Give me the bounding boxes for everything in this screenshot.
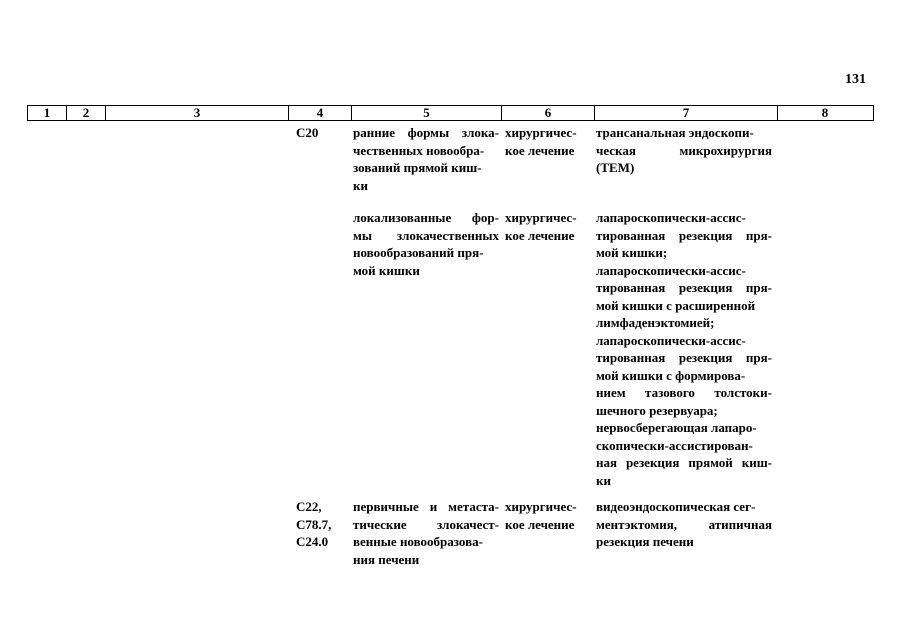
method-line: тированная резекция пря- [596, 350, 772, 365]
disease-line: тические злокачест- [353, 516, 499, 532]
disease-line: локализованные фор- [353, 210, 499, 225]
row-2-disease [353, 209, 499, 279]
treatment-line: хирургичес- [505, 499, 577, 514]
treatment-line: кое лечение [505, 227, 575, 243]
table-header-row [27, 105, 874, 121]
code-line: C78.7, [296, 516, 332, 532]
method-line: лапароскопически-ассис- [596, 262, 746, 278]
column-number-7: 7 [594, 106, 777, 120]
method-line: лапароскопически-ассис- [596, 332, 746, 348]
row-3-treatment [505, 498, 593, 533]
row-2-treatment [505, 209, 593, 244]
code-line: C24.0 [296, 534, 329, 549]
column-number-8: 8 [777, 106, 872, 120]
method-line: мой кишки; [596, 245, 668, 260]
method-line: тированная резекция пря- [596, 227, 772, 243]
disease-line: ния печени [353, 551, 420, 567]
row-1-treatment [505, 124, 593, 159]
method-line: тированная резекция пря- [596, 280, 772, 295]
row-1-code [296, 124, 346, 142]
disease-line: мой кишки [353, 262, 420, 278]
row-1-disease [353, 124, 499, 194]
disease-line: ки [353, 177, 368, 193]
row-3-code [296, 498, 351, 551]
disease-line: ранние формы злока- [353, 125, 499, 140]
column-number-5: 5 [351, 106, 501, 120]
treatment-line: кое лечение [505, 142, 575, 158]
disease-line: чественных новообра- [353, 142, 485, 158]
method-line: ная резекция прямой киш- [596, 455, 772, 470]
method-line: мой кишки с формирова- [596, 367, 746, 383]
treatment-line: кое лечение [505, 516, 575, 532]
row-2-method [596, 209, 772, 489]
method-line: лимфаденэктомией; [596, 315, 715, 330]
method-line: ческая микрохирургия [596, 142, 772, 158]
disease-line: венные новообразова- [353, 534, 483, 549]
method-line: нервосберегающая лапаро- [596, 420, 757, 435]
code-line: C22, [296, 499, 322, 514]
method-line: (TEM) [596, 160, 635, 175]
code-line: C20 [296, 125, 319, 140]
method-line: видеоэндоскопическая сег- [596, 499, 756, 514]
method-line: трансанальная эндоскопи- [596, 125, 754, 140]
column-number-3: 3 [105, 106, 288, 120]
method-line: ки [596, 472, 611, 488]
method-line: ментэктомия, атипичная [596, 516, 772, 532]
row-3-disease [353, 498, 499, 568]
page-number: 131 [845, 72, 866, 87]
treatment-line: хирургичес- [505, 210, 577, 225]
method-line: резекция печени [596, 534, 694, 549]
column-number-1: 1 [43, 105, 51, 120]
disease-line: зований прямой киш- [353, 160, 482, 175]
method-line: нием тазового толстоки- [596, 385, 772, 400]
treatment-line: хирургичес- [505, 125, 577, 140]
method-line: мой кишки с расширенной [596, 297, 756, 313]
disease-line: мы злокачественных [353, 227, 499, 243]
method-line: скопически-ассистирован- [596, 437, 753, 453]
disease-line: новообразований пря- [353, 245, 484, 260]
column-number-2: 2 [66, 106, 105, 120]
method-line: шечного резервуара; [596, 402, 718, 418]
row-3-method [596, 498, 772, 551]
row-1-method [596, 124, 772, 177]
disease-line: первичные и метаста- [353, 499, 499, 514]
method-line: лапароскопически-ассис- [596, 210, 746, 225]
column-number-6: 6 [501, 106, 594, 120]
column-number-4: 4 [288, 106, 351, 120]
